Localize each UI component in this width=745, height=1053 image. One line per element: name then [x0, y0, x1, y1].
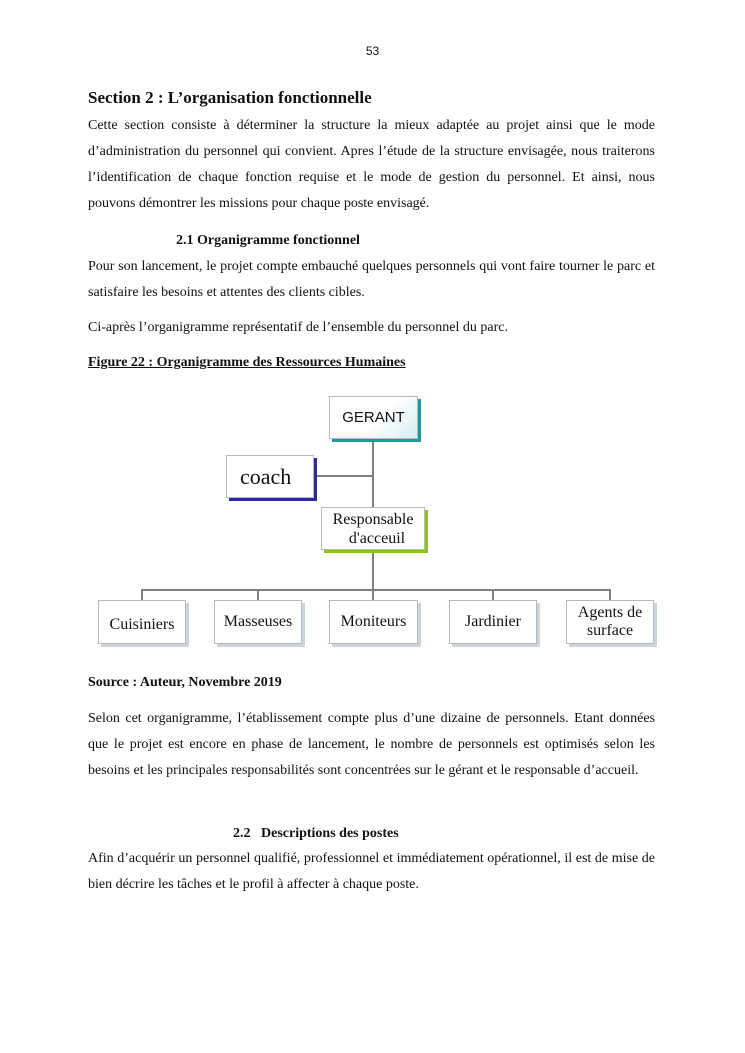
subsection-2-paragraph: Afin d’acquérir un personnel qualifié, professionnel et immédiatement opérationnel, il est de mise de bien décrire les tâches et le profil à affecter à chaque poste. — [88, 851, 655, 892]
subsection-1-title: 2.1 Organigramme fonctionnel — [176, 233, 360, 248]
connector-masseuses — [257, 589, 259, 600]
subsection-2-title — [233, 826, 399, 842]
responsable-label-line2: d'acceuil — [348, 529, 406, 547]
responsable-label-line1: Responsable — [332, 510, 414, 528]
intro-paragraph: Cette section consiste à déterminer la structure la mieux adaptée au projet ainsi que le mode d’administration du personnel qui convient. Apres l’étude de la structure envisagée, nous traiterons l’identification de chaque fonction requise et le mode de gestion du personnel. Et ainsi, nous pouvons démontrer les missions pour chaque poste envisagé. — [88, 118, 655, 211]
org-box-agents-de-surface — [566, 600, 654, 644]
coach-label: coach — [240, 463, 292, 489]
subsection-2-title-text: Descriptions des postes — [261, 826, 399, 841]
org-box-coach — [226, 455, 314, 498]
section-title: Section 2 : L’organisation fonctionnelle — [88, 88, 372, 107]
gerant-label: GERANT — [342, 409, 405, 426]
connector-jardinier — [492, 589, 494, 600]
page-number: 53 — [365, 44, 380, 58]
figure-source: Source : Auteur, Novembre 2019 — [88, 675, 282, 690]
connector-staff-bus — [141, 589, 611, 591]
org-box-gerant — [329, 396, 418, 439]
subsection-1-paragraph-1: Pour son lancement, le projet compte embauché quelques personnels qui vont faire tourner le parc et satisfaire les besoins et attentes des clients cibles. — [88, 259, 655, 300]
org-box-cuisiniers — [98, 600, 186, 644]
connector-agents — [609, 589, 611, 600]
org-box-responsable — [321, 507, 425, 550]
figure-title: Figure 22 : Organigramme des Ressources Humaines — [88, 355, 406, 370]
org-box-moniteurs — [329, 600, 418, 644]
connector-coach — [314, 475, 373, 477]
org-box-jardinier — [449, 600, 537, 644]
connector-moniteurs — [372, 589, 374, 600]
connector-gerant-responsable — [372, 439, 374, 507]
cuisiniers-label: Cuisiniers — [109, 616, 175, 633]
org-box-masseuses — [214, 600, 302, 644]
subsection-1-paragraph-2: Ci-après l’organigramme représentatif de l’ensemble du personnel du parc. — [88, 320, 508, 335]
masseuses-label: Masseuses — [223, 613, 293, 630]
jardinier-label: Jardinier — [465, 613, 521, 630]
agents-label-line1: Agents de — [577, 604, 643, 621]
agents-label-line2: surface — [586, 622, 634, 639]
subsection-2-number: 2.2 — [233, 826, 251, 841]
analysis-paragraph: Selon cet organigramme, l’établissement compte plus d’une dizaine de personnels. Etant données que le projet est encore en phase de lancement, le nombre de personnels est optimisés selon les besoins et les principales responsabilités sont concentrées sur le gérant et le responsable d’accueil. — [88, 711, 655, 778]
moniteurs-label: Moniteurs — [340, 613, 407, 630]
connector-cuisiniers — [141, 589, 143, 600]
connector-responsable-staff — [372, 550, 374, 590]
